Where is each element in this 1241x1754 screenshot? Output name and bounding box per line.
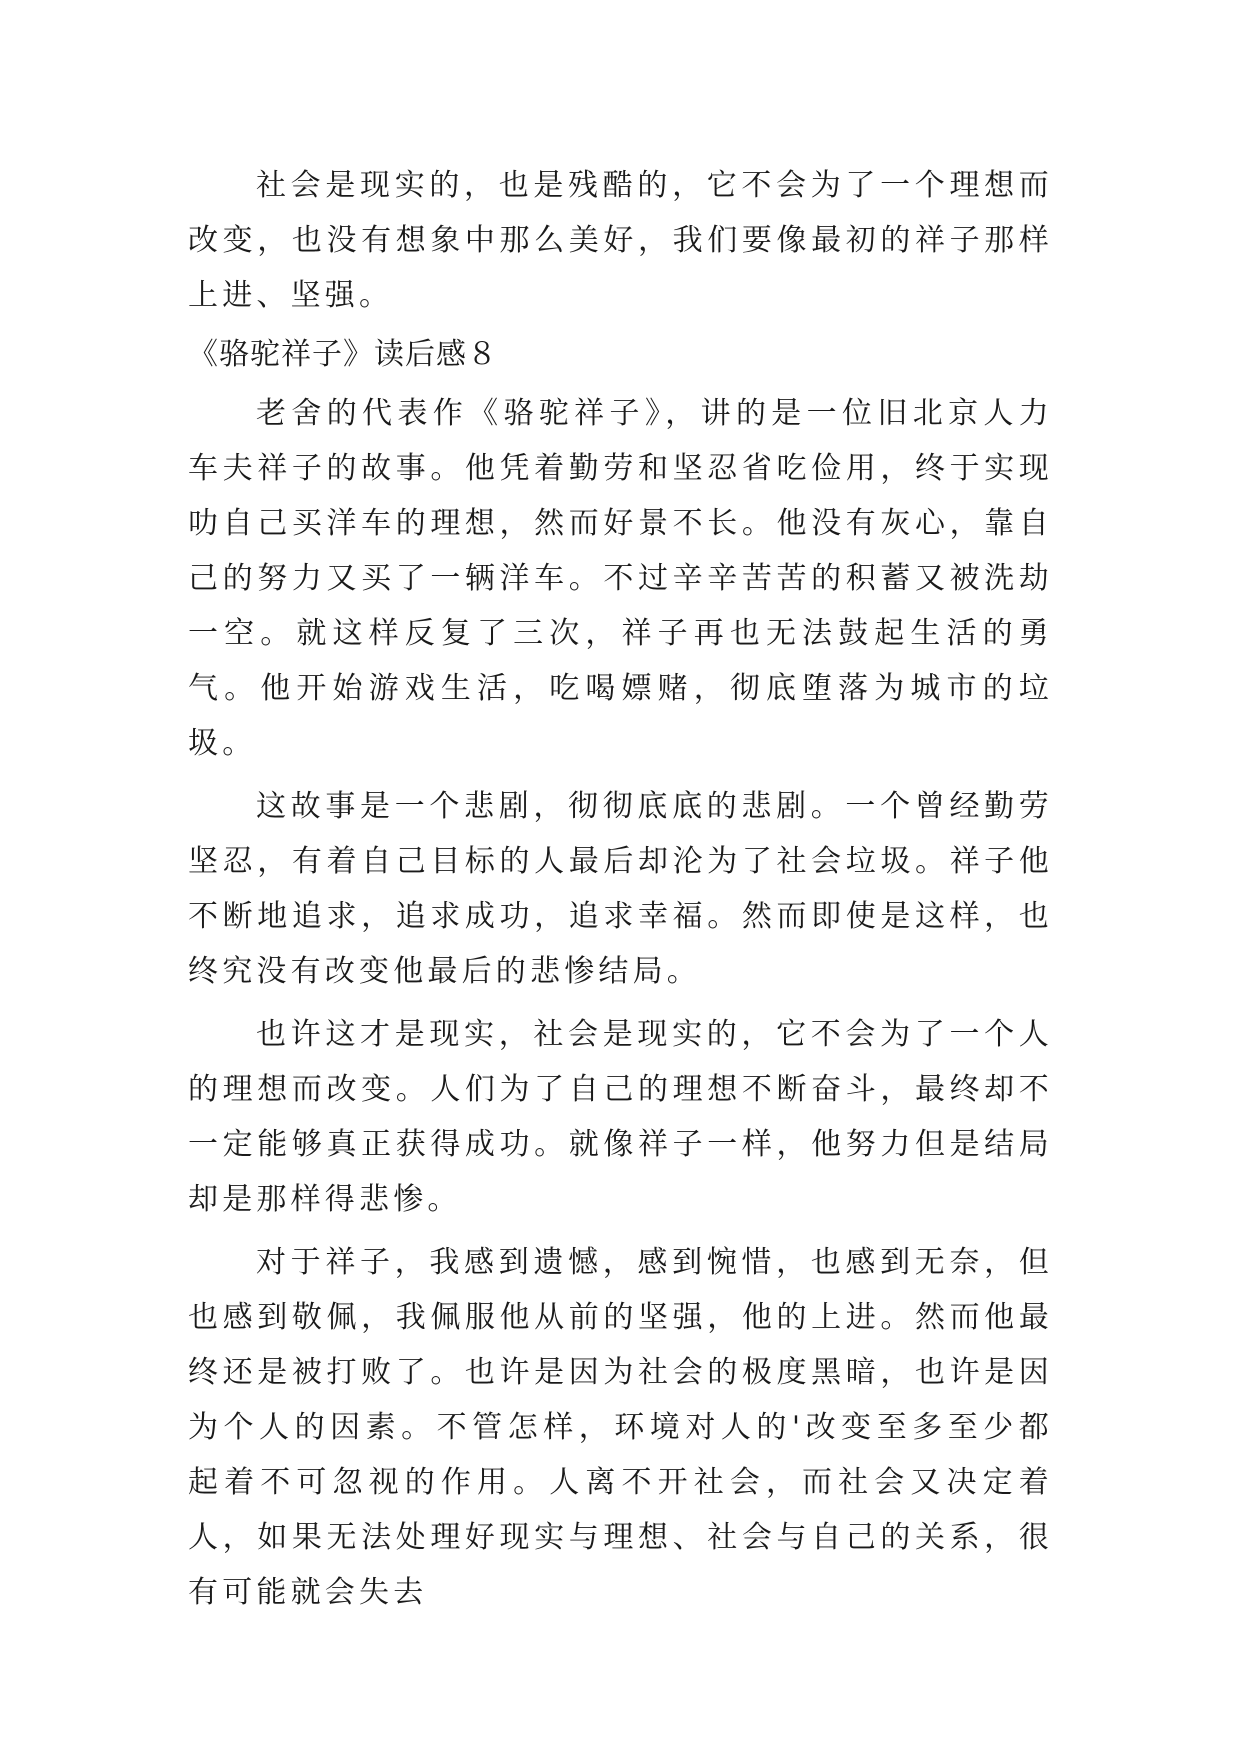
spacer — [188, 771, 1053, 779]
paragraph-intro: 社会是现实的，也是残酷的，它不会为了一个理想而改变，也没有想象中那么美好，我们要像最初的祥子那样上进、坚强。 — [188, 168, 1053, 313]
spacer — [188, 999, 1053, 1007]
paragraph-2: 这故事是一个悲剧，彻彻底底的悲剧。一个曾经勤劳坚忍，有着自己目标的人最后却沦为了社会垃圾。祥子他不断地追求，追求成功，追求幸福。然而即使是这样，也终究没有改变他最后的悲惨结局。 — [188, 789, 1053, 989]
paragraph-1: 老舍的代表作《骆驼祥子》，讲的是一位旧北京人力车夫祥子的故事。他凭着勤劳和坚忍省吃俭用，终于实现叻自己买洋车的理想，然而好景不长。他没有灰心，靠自己的努力又买了一辆洋车。不过辛辛苦苦的积蓄又被洗劫一空。就这样反复了三次，祥子再也无法鼓起生活的勇气。他开始游戏生活，吃喝嫖赌，彻底堕落为城市的垃圾。 — [188, 396, 1053, 761]
paragraph-3: 也许这才是现实，社会是现实的，它不会为了一个人的理想而改变。人们为了自己的理想不断奋斗，最终却不一定能够真正获得成功。就像祥子一样，他努力但是结局却是那样得悲惨。 — [188, 1017, 1053, 1217]
paragraph-4: 对于祥子，我感到遗憾，感到惋惜，也感到无奈，但也感到敬佩，我佩服他从前的坚强，他的上进。然而他最终还是被打败了。也许是因为社会的极度黑暗，也许是因为个人的因素。不管怎样，环境对人的'改变至多至少都起着不可忽视的作用。人离不开社会，而社会又决定着人，如果无法处理好现实与理想、社会与自己的关系，很有可能就会失去 — [188, 1245, 1053, 1610]
section-title: 《骆驼祥子》读后感８ — [188, 337, 498, 372]
document-body — [188, 158, 1053, 1620]
spacer — [188, 1227, 1053, 1235]
